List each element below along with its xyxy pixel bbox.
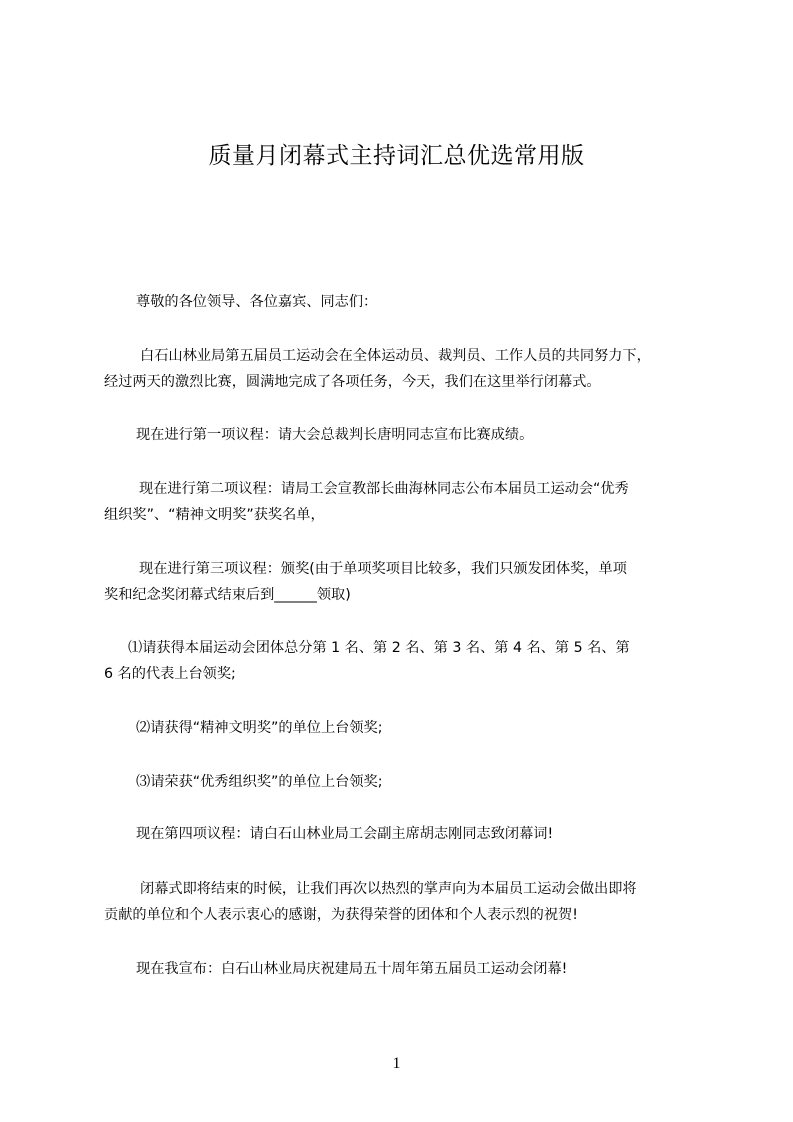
paragraph-line: ⑴请获得本届运动会团体总分第 1 名、第 2 名、第 3 名、第 4 名、第 5 名、第 [128,640,630,656]
paragraph-agenda-3 [104,556,700,608]
paragraph-line: 组织奖”、“精神文明奖”获奖名单， [104,507,325,523]
paragraph-line: 尊敬的各位领导、各位嘉宾、同志们： [136,294,378,310]
paragraph-agenda-1 [104,422,700,448]
paragraph-agenda-2 [104,476,700,528]
paragraph-award-item-3 [104,769,700,795]
paragraph-line: 闭幕式即将结束的时候，让我们再次以热烈的掌声向为本届员工运动会做出即将 [140,881,637,897]
page-number: 1 [392,1055,401,1072]
paragraph-line: 贡献的单位和个人表示衷心的感谢，为获得荣誉的团体和个人表示烈的祝贺! [104,907,578,923]
paragraph-line: 现在进行第一项议程：请大会总裁判长唐明同志宣布比赛成绩。 [136,427,534,443]
paragraph-award-item-1 [104,635,700,687]
paragraph-opening [104,343,700,395]
paragraph-line: 经过两天的激烈比赛，圆满地完成了各项任务，今天，我们在这里举行闭幕式。 [104,374,601,390]
paragraph-agenda-4 [104,821,700,847]
paragraph-award-item-2 [104,715,700,741]
paragraph-line: 现在第四项议程：请白石山林业局工会副主席胡志刚同志致闭幕词! [136,826,554,842]
paragraph-salutation [104,289,700,315]
paragraph-line: ⑵请获得“精神文明奖”的单位上台领奖; [136,720,383,736]
paragraph-closing-declaration [104,956,700,982]
paragraph-line: ⑶请荣获“优秀组织奖”的单位上台领奖; [136,774,383,790]
paragraph-line: 现在我宣布：白石山林业局庆祝建局五十周年第五届员工运动会闭幕! [136,961,568,977]
document-title: 质量月闭幕式主持词汇总优选常用版 [208,143,585,169]
paragraph-line: 奖和纪念奖闭幕式结束后到______领取) [104,587,351,603]
paragraph-closing-thanks [104,876,700,928]
paragraph-line: 白石山林业局第五届员工运动会在全体运动员、裁判员、工作人员的共同努力下， [140,348,651,364]
paragraph-line: 现在进行第三项议程：颁奖(由于单项奖项目比较多，我们只颁发团体奖，单项 [139,561,627,577]
paragraph-line: 6 名的代表上台领奖; [104,666,236,682]
paragraph-line: 现在进行第二项议程：请局工会宣教部长曲海林同志公布本届员工运动会“优秀 [139,481,629,497]
